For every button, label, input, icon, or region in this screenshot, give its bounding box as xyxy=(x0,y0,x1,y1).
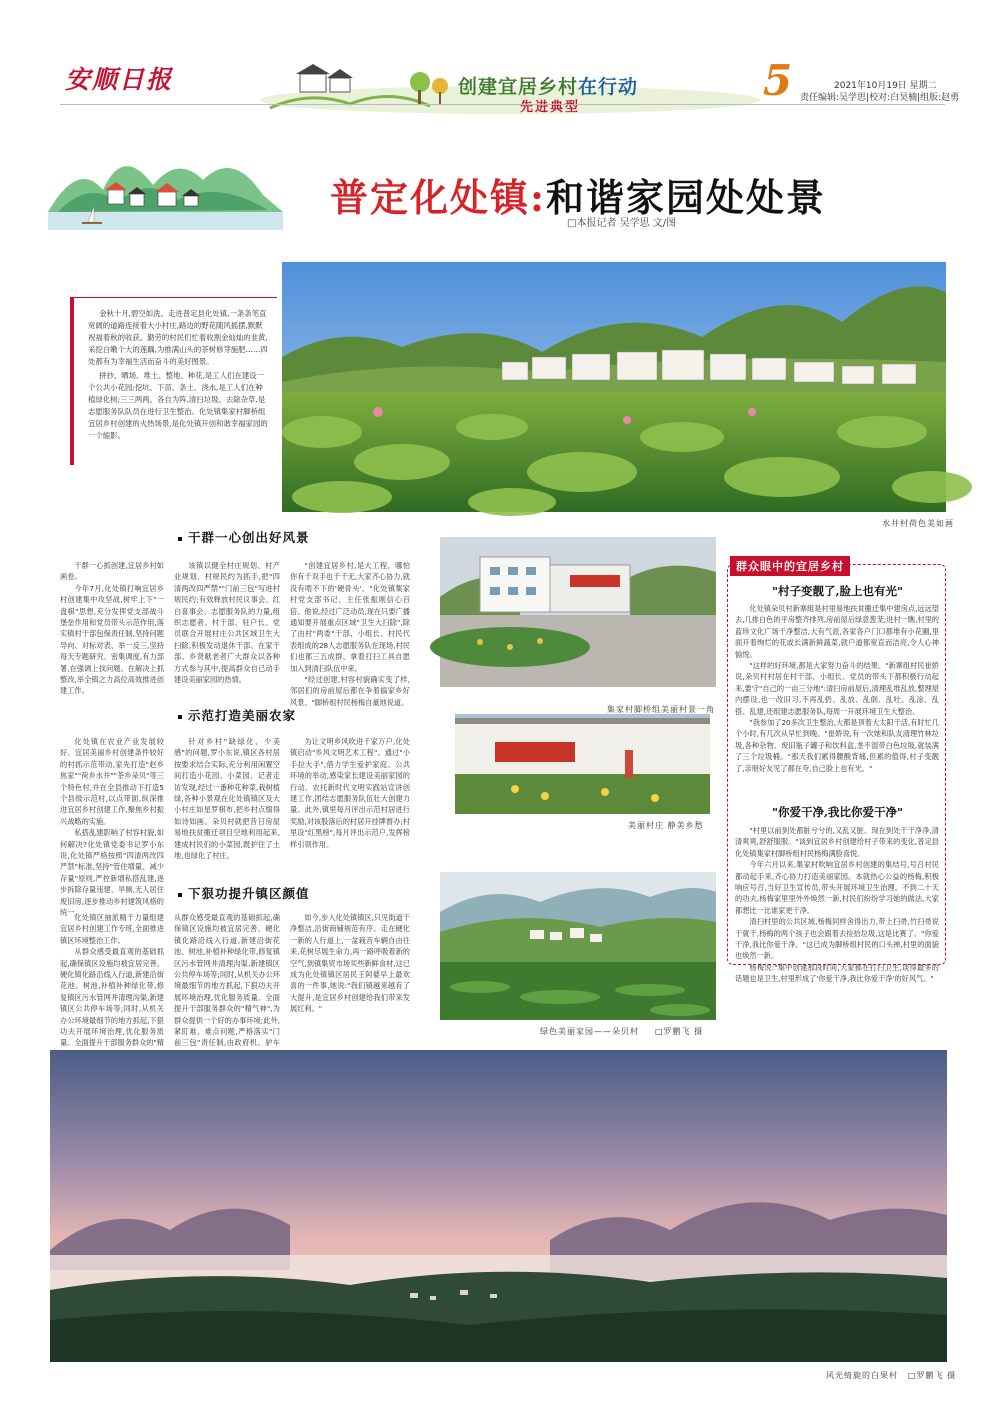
body-paragraph: 如今,步入化处镇镇区,只见街道干净整洁,沿街商铺规范有序。走在硬化一新的人行道上,一盆栽音车辆自由往来,花树尽展生命力,再一路呼吸着新的空气,到镇集贸市场买些新鲜食材,这已成为化处镇镇区居民王阿婆早上最欢喜的一件事,她说:"我们镇越来越有了大提升,是宜居乡村创建给我们带来发展红利。" xyxy=(290,913,410,1014)
village-illustration xyxy=(48,140,283,230)
heading-bullet xyxy=(178,893,182,897)
sidebar-story-body xyxy=(735,825,939,984)
article-column xyxy=(60,560,164,696)
panorama-caption: 风光绮旎的白果村 xyxy=(826,1371,898,1380)
article-column xyxy=(60,912,164,1048)
hero-photo-lotus-village xyxy=(282,262,946,512)
article-column xyxy=(290,560,410,707)
issue-date: 2021年10月19日 星期二 xyxy=(834,81,937,91)
body-paragraph: "创建宜居乡村,是大工程。哪怕你有千双手也千千无,大家齐心协力,就没有啃不下的'硬骨头'。"化处镇集家村党支部书记、主任张振刚信心百倍。他说,经过广泛动员,现在只要广播通知要开展重点区域"卫生大扫除",除了由村"两委"干部、小组长、村民代表组成的28人志愿服务队在现场,村民们也都三五成群、拿着打扫工具自愿加入到清扫队伍中来。 xyxy=(290,561,410,673)
section-heading: 下狠功提升镇区颜值 xyxy=(178,884,310,902)
photo-village-wall xyxy=(455,714,710,814)
photo-caption: 集家村脚桥组美丽村景一角 xyxy=(607,705,715,714)
body-paragraph: "这样的好环境,都是大家努力奋斗的结果。"新寨组村民崔娇说,朵贝村村居在村干部、小组长、党员的带头下都积极行动起来,要守"自己的一亩三分地":清扫房前屋后,清理乱堆乱放,整理屋内摆设,也一改旧习,不再乱扔、乱放、乱倒、乱吐、乱涂、乱搭、乱建,还组建志愿服务队,每周一开展环境卫生大整治。 xyxy=(735,661,939,716)
article-column xyxy=(290,736,410,870)
body-paragraph: "村里以前到处都脏兮兮的,又乱又脏。现在到处干干净净,清清爽爽,舒舒服服。"谈到宜居乡村创建给村子带来的变化,普定县化处镇集家村脚桥组村民杨梅满脸喜悦。 xyxy=(735,826,939,858)
body-paragraph: 杨梅说:"集中创建那段时间,大家都在打扫卫生,谈得最多的话题也是卫生,村里形成了'你爱干净,我比你爱干净'的好风气。" xyxy=(735,962,939,984)
editor-credits: 责任编辑:吴学思|校对:白昊楠|组版:赵勇 xyxy=(800,93,960,103)
body-paragraph: 干群一心抓创建,宜居乡村如画卷。 xyxy=(60,561,164,582)
byline: □本报记者 吴学思 文/图 xyxy=(567,218,677,229)
photo-credit: □罗鹏飞 摄 xyxy=(655,1027,704,1036)
sidebar-story-body xyxy=(735,603,939,788)
body-paragraph: 从群众感受最直观的基础抓起,确保镇区设施均被宜居完善。硬化镇化路沿线入行道,新建沿街花池、树池,补植补种绿化带,修复镇区污水管网井清理沟渠,新建镇区公共停车场等;同时,从机关办公环境最细节的地方抓起,下狠功夫开展环境治理,优化服务质量。全面提升干部服务群众的"精气神",为群众提供一个好的办事环境;此外,紧盯难、难点问题,严格落实"门前三包"责任制,由政府机、驴车 xyxy=(174,913,280,1048)
lead-paragraph: 拼抄、晒场、堆土、整地、种花,是工人们在建设一个公共小花园;挖坑、下苗、条土、浇水,是工人们在种植绿化树;三三两两、各自为阵,清扫垃圾、去除杂草,是志愿服务队队员在进行卫生整治。化处镇集家村脚桥组宜居乡村创建的火热场景,是化处镇开创和谐幸福家园的一个缩影。 xyxy=(88,371,268,440)
masthead-divider xyxy=(60,104,945,105)
body-paragraph: 为让文明乡风吹进千家万户,化处镇启动"乡风文明艺术工程"。通过"小手拉大手",借力学生爱护家庭、公共环境的举动,感染家长建设美丽家园的行动。农托新时代文明实践站宣讲创建工作,团结志愿服务队伍壮大创建力量。此外,镇里每月评出示范村居进行奖励,对该股落后的村居开挂牌督办;村里设"红黑榜",每月评出示范户,发挥榜样引领作用。 xyxy=(290,737,410,849)
heading-bullet xyxy=(178,715,182,719)
page-number: 5 xyxy=(763,56,793,105)
body-paragraph: 化处镇区抽派精干力量组建宜居乡村创建工作专班,全面推进镇区环境整治工作。 xyxy=(60,913,164,945)
section-subtitle: 先进典型 xyxy=(520,100,581,115)
photo-jiaqiao-village xyxy=(440,537,716,687)
body-paragraph: 从群众感受最直观的基础抓起,确保镇区设施均被宜居完善。硬化镇化路沿线入行道,新建沿街花池、树池,补植补种绿化带,修复镇区污水管网井清理沟渠,新建镇区公共停车场等;同时,从机关办公环境最细节的地方抓起,下狠功夫开展环境治理,优化服务质量。全面提升干部服务群众的"精 xyxy=(60,947,164,1048)
body-paragraph: 针对乡村"缺绿化、少美感"的问题,罗小东说,镇区各村居按要求结合实际,充分利用闲置空间打造小花园、小菜园。记者走访发现,经过一番种花种菜,栽树植绿,各种小景观在化处镇镇区及大小村庄如星罗棋布,把乡村点缀得如诗如画。朵贝村就把昔日房屋易地扶贫搬迁项目空地利用起来,建成村民们的小菜园,既护住了土地,也绿化了村庄。 xyxy=(174,737,280,861)
body-paragraph: "经过创建,村容村貌确实变了样,邻居们的房前屋后都在争着搞家乡好风景。"脚桥组村民杨梅自豪地说道。 xyxy=(290,675,410,707)
photo-duobei-village xyxy=(440,872,716,1020)
article-column xyxy=(290,912,410,1024)
photo-caption: 美丽村庄 静美乡愁 xyxy=(628,821,704,830)
lead-paragraph: 金秋十月,碧空如洗。走进普定县化处镇,一条条笔直宽阔的道路连接着大小村庄,路边的野花随风摇摆,默默祝福着秋的收获。勤劳的村民们忙着收割金灿灿的韭黄,采挖白嫩个大的莲藕,为推满山头的茶树修芽施肥……四处都有为幸福生活而奋斗的美好图景。 xyxy=(88,309,268,366)
photo-caption: 绿色美丽家园——朵贝村 xyxy=(540,1027,639,1036)
lead-paragraphs xyxy=(70,297,277,465)
headline-location: 普定化处镇: xyxy=(330,175,547,220)
body-paragraph: 今年7月,化处镇打响宜居乡村创建集中攻坚战,树牢上下"一盘棋"思想,充分发挥党支部战斗堡垒作用和党员带头示范作用,落实镇村干部包保责任制,坚持问题导向、对标对表、举一反三,坚持每天专题研究、密集调度,有力部署,在强调上找问题、在解决上抓整改,举全镇之力高位高效推进创建工作。 xyxy=(60,583,164,696)
body-paragraph: "我参加了20多次卫生整治,大都是顶着大太阳干活,有时忙几个小时,有几次从早忙到晚。"崔娇说,有一次她和队友清理竹林垃圾,各种杂物、废旧瓶子罐子和饮料盒,垄不湿带白色垃圾,就装满了三个垃圾桶。"那天我们累得腰酸背痛,但累的值得,村子变靓了,亲朋好友见了都在夸,自己脸上也有光。" xyxy=(735,718,939,773)
body-paragraph: 该镇以健全村庄规划、村产业规划、村规民约为抓手,把"四清两改四严禁""门前三包"写进村规民约;有效释放村民议事会、红白喜事会、志愿服务队的力量,组织志愿者、村干部、驻户长、党员联合开展村庄公共区域卫生大扫除,积极发动退休干部、在家干部、乡贤献老者广大群众以各种方式参与其中,提高群众自己动手建设美丽家园的热情。 xyxy=(174,561,280,685)
sidebar-story-title: "你爱干净,我比你爱干净" xyxy=(772,805,903,819)
panorama-photo-baiguo-village xyxy=(50,1050,947,1362)
article-column xyxy=(174,912,280,1048)
section-title-b: 在行动 xyxy=(578,76,639,98)
body-paragraph: 今年六月以来,集家村吹响宜居乡村创建的集结号,号召村民都动起手来,齐心协力打造美丽家园。本就热心公益的杨梅,积极响应号召,当好卫生宣传员,带头开展环境卫生治理。不到二十天的功夫,杨梅家里里外外焕然一新,村民们纷纷学习她的做法,大家都想比一比谁家更干净。 xyxy=(735,860,939,915)
panorama-credit: □罗鹏飞 摄 xyxy=(908,1371,957,1380)
heading-bullet xyxy=(178,537,182,541)
body-paragraph: 化处镇朵贝村新寨组是村里易地扶贫搬迁集中建房点,远远望去,几排白色的平房整齐排列,房前屋后绿意葱茏;进村一瞧,村里的蓝珍文化广场干净整洁,大有气派,各家各户门口都堆有小花圃,里面开着绚烂的花或长满新鲜蔬菜,就户道都宽直而洁亮,令人心神愉悦。 xyxy=(735,604,939,659)
sidebar-story-title: "村子变靓了,脸上也有光" xyxy=(772,584,903,598)
section-heading: 示范打造美丽农家 xyxy=(178,706,296,724)
body-paragraph: 私搭乱建影响了村容村貌,如何解决?化处镇党委书记罗小东说,化处镇严格按照"四清两改四严禁"标准,坚持"管住增量、减少存量"原则,严控新增私搭乱建,逐步拆除存量违建、旱厕,无人居住废旧房,逐步推动乡村建筑风格的统一。 xyxy=(60,828,164,918)
sidebar-tag: 群众眼中的宜居乡村 xyxy=(730,556,850,576)
body-paragraph: 化处镇在农业产业发展较好、宜居美丽乡村创建条件较好的村抓示范带动,家先打造"赵乡焦家""荷乡水井""茶乡朵贝"等三个特色村,并在全县推动下打造5个县级示范村,以点带面,纵深推进宜居乡村创建工作,聚焦乡村振兴战略的实施。 xyxy=(60,737,164,826)
section-heading: 干群一心创出好风景 xyxy=(178,528,310,546)
section-title xyxy=(458,72,638,99)
body-paragraph: 清扫村里的公共区域,杨梅同样舍得出力,带上扫帚,竹扫帚说干就干,杨梅的两个孩子也会跟着去捡拾垃圾,这是比赛了。"你爱干净,我比你爱干净。"这已成为脚桥组村民的口头禅,村里的面貌也焕然一新。 xyxy=(735,917,939,961)
headline-title: 和谐家园处处景 xyxy=(546,175,827,220)
article-column xyxy=(174,560,280,692)
paper-logo: 安顺日报 xyxy=(65,65,174,94)
section-title-a: 创建宜居乡村 xyxy=(458,76,579,98)
article-column xyxy=(174,736,280,870)
hero-caption: 水井村荷色美如画 xyxy=(882,519,954,528)
article-column xyxy=(60,736,164,918)
